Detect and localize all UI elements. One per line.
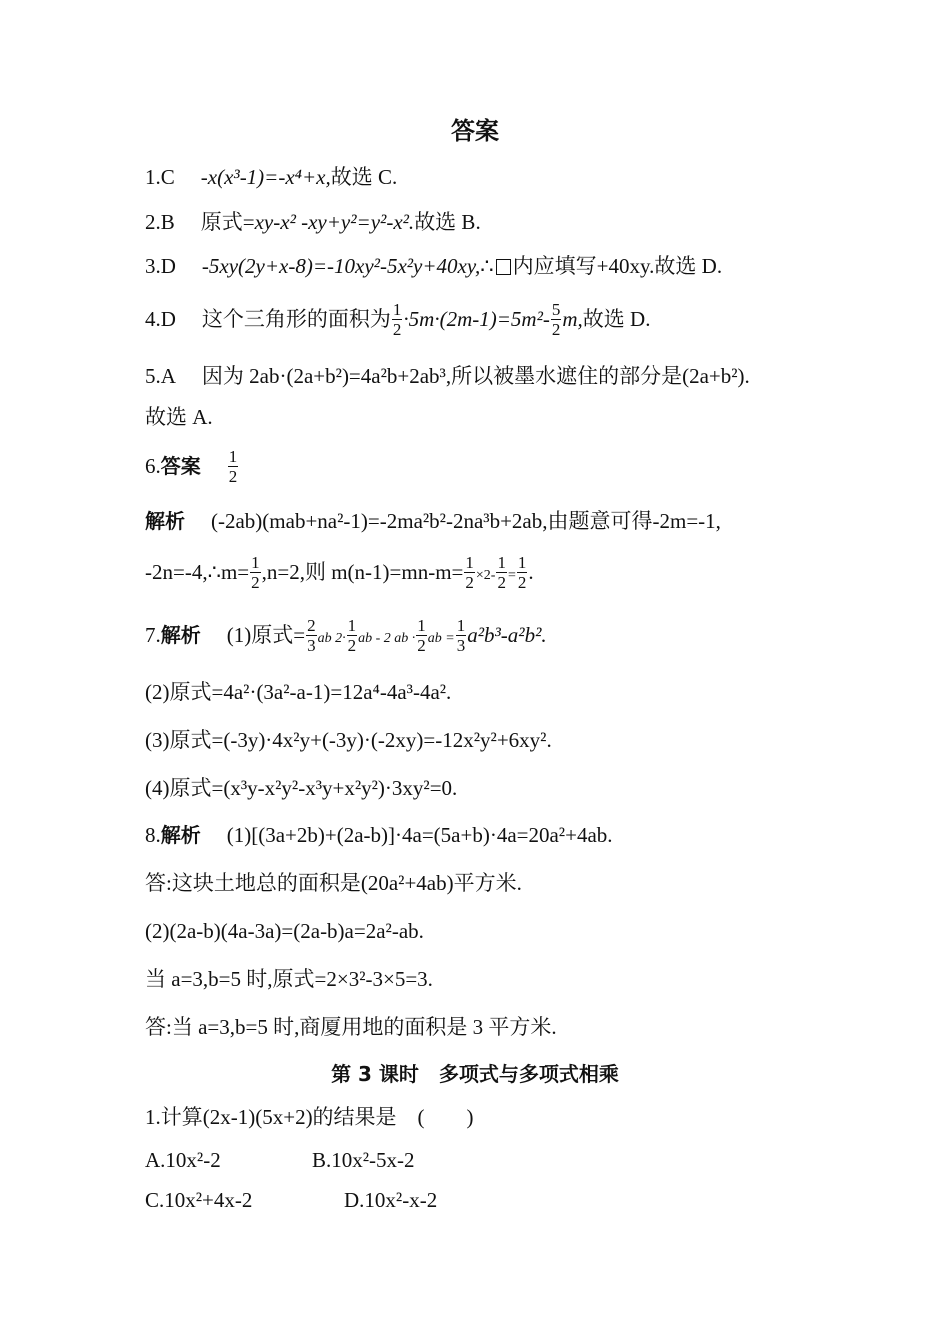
answer-5-line-2: 故选 A.	[145, 405, 213, 429]
times-two: ×2-	[475, 568, 496, 583]
answer-4-tail: 故选 D.	[582, 307, 651, 331]
answer-6-line-2a: -2n=-4,∴m=	[145, 560, 250, 584]
answer-4-expression-2: m,	[562, 307, 583, 331]
answer-1	[145, 164, 825, 190]
fraction-half: $\frac{1}{2}$	[392, 299, 402, 339]
answer-8-reply-2: 答:当 a=3,b=5 时,商厦用地的面积是 3 平方米.	[145, 1015, 557, 1039]
answer-7-part-4: (4)原式=(x³y-x²y²-x³y+x²y²)·3xy²=0.	[145, 776, 458, 800]
fraction-five-halves: $\frac{5}{2}$	[551, 299, 561, 339]
answer-7-part-3: (3)原式=(-3y)·4x²y+(-3y)·(-2xy)=-12x²y²+6xy².	[145, 728, 552, 752]
fraction-m: $\frac{1}{2}$	[251, 552, 260, 592]
answer-4-number: 4.D	[145, 307, 176, 331]
period: .	[528, 560, 534, 584]
option-d: D.10x²-x-2	[344, 1188, 438, 1212]
answer-7-term-2: ab - 2 ab ·	[358, 631, 416, 646]
equals-sign: =	[507, 568, 516, 583]
fraction-two-thirds: $\frac{2}{3}$	[307, 615, 316, 655]
answer-6-line-1: (-2ab)(mab+na²-1)=-2ma²b²-2na³b+2ab,由题意可得-2m=-1,	[211, 509, 721, 533]
answer-8-part-2: (2)(2a-b)(4a-3a)=(2a-b)a=2a²-ab.	[145, 919, 424, 943]
option-b: B.10x²-5x-2	[312, 1148, 415, 1172]
fraction-half-a: $\frac{1}{2}$	[347, 615, 357, 655]
answer-7-part-2: (2)原式=4a²·(3a²-a-1)=12a⁴-4a³-4a².	[145, 680, 452, 704]
answer-4-expression: ·5m·(2m-1)=5m²-	[403, 307, 550, 331]
answer-5-lead: 因为 2ab·(2a+b²)=4a²b+2ab³,	[201, 364, 452, 388]
answer-5	[145, 363, 825, 389]
answer-6-analysis	[145, 508, 825, 534]
analysis-label: 解析	[160, 623, 201, 647]
answer-6-line-2b: ,n=2,则 m(n-1)=mn-m=	[261, 560, 464, 584]
option-a: A.10x²-2	[145, 1148, 221, 1172]
answer-7-p1-lead: (1)原式=	[226, 623, 306, 647]
answer-2-lead: 原式=	[200, 210, 255, 234]
fraction-e1: $\frac{1}{2}$	[465, 552, 474, 592]
answer-3-number: 3.D	[145, 254, 176, 278]
answer-8-number: 8.	[145, 823, 161, 847]
answer-6-line-2	[145, 553, 825, 595]
answer-4-lead: 这个三角形的面积为	[201, 307, 391, 331]
answer-1-expression: -x(x³-1)=-x⁴+x,	[200, 165, 331, 189]
answer-7-p1-result: a²b³-a²b².	[467, 623, 547, 647]
answer-7-part-1	[145, 616, 825, 658]
answer-8-part-1	[145, 822, 825, 848]
therefore-symbol: ∴	[480, 254, 494, 278]
answer-7-term-1: ab 2·	[317, 631, 346, 646]
blank-box-icon	[496, 259, 511, 275]
answer-6-fraction: $\frac{1}{2}$	[228, 446, 238, 486]
answer-1-number: 1.C	[145, 165, 175, 189]
answer-label: 答案	[160, 454, 201, 478]
answer-3-tail: 故选 D.	[654, 254, 723, 278]
exercise-1-options-row-2	[145, 1187, 825, 1213]
answer-7-term-3: ab =	[427, 631, 455, 646]
answer-2-expression: xy-x² -xy+y²=y²-x².	[254, 210, 415, 234]
page-title: 答案	[451, 117, 499, 145]
answer-3-expression: -5xy(2y+x-8)=-10xy²-5x²y+40xy,	[201, 254, 481, 278]
fraction-one-third: $\frac{1}{3}$	[456, 615, 466, 655]
answer-8-p1: (1)[(3a+2b)+(2a-b)]·4a=(5a+b)·4a=20a²+4ab.	[226, 823, 613, 847]
answer-2	[145, 209, 825, 235]
answer-2-tail: 故选 B.	[414, 210, 481, 234]
answer-3	[145, 253, 825, 279]
answer-7-number: 7.	[145, 623, 161, 647]
fraction-e2: $\frac{1}{2}$	[497, 552, 506, 592]
answer-6-header	[145, 447, 825, 488]
exercise-1-options-row-1	[145, 1147, 825, 1173]
answer-1-tail: 故选 C.	[330, 165, 398, 189]
analysis-label: 解析	[145, 509, 185, 533]
fraction-e3: $\frac{1}{2}$	[517, 552, 527, 592]
answer-5-number: 5.A	[145, 364, 176, 388]
analysis-label: 解析	[160, 823, 201, 847]
answer-3-mid: 内应填写+40xy.	[512, 254, 655, 278]
answer-5-mid: 所以被墨水遮住的部分是(2a+b²).	[451, 364, 750, 388]
option-c: C.10x²+4x-2	[145, 1188, 253, 1212]
fraction-half-b: $\frac{1}{2}$	[417, 615, 426, 655]
answer-8-part-3: 当 a=3,b=5 时,原式=2×3²-3×5=3.	[145, 967, 433, 991]
section-title: 第 3 课时 多项式与多项式相乘	[331, 1062, 619, 1086]
answer-2-number: 2.B	[145, 210, 175, 234]
answer-4	[145, 300, 825, 341]
answer-6-number: 6.	[145, 454, 161, 478]
exercise-1-stem: 1.计算(2x-1)(5x+2)的结果是 ( )	[145, 1105, 474, 1129]
answer-8-reply-1: 答:这块土地总的面积是(20a²+4ab)平方米.	[145, 871, 522, 895]
